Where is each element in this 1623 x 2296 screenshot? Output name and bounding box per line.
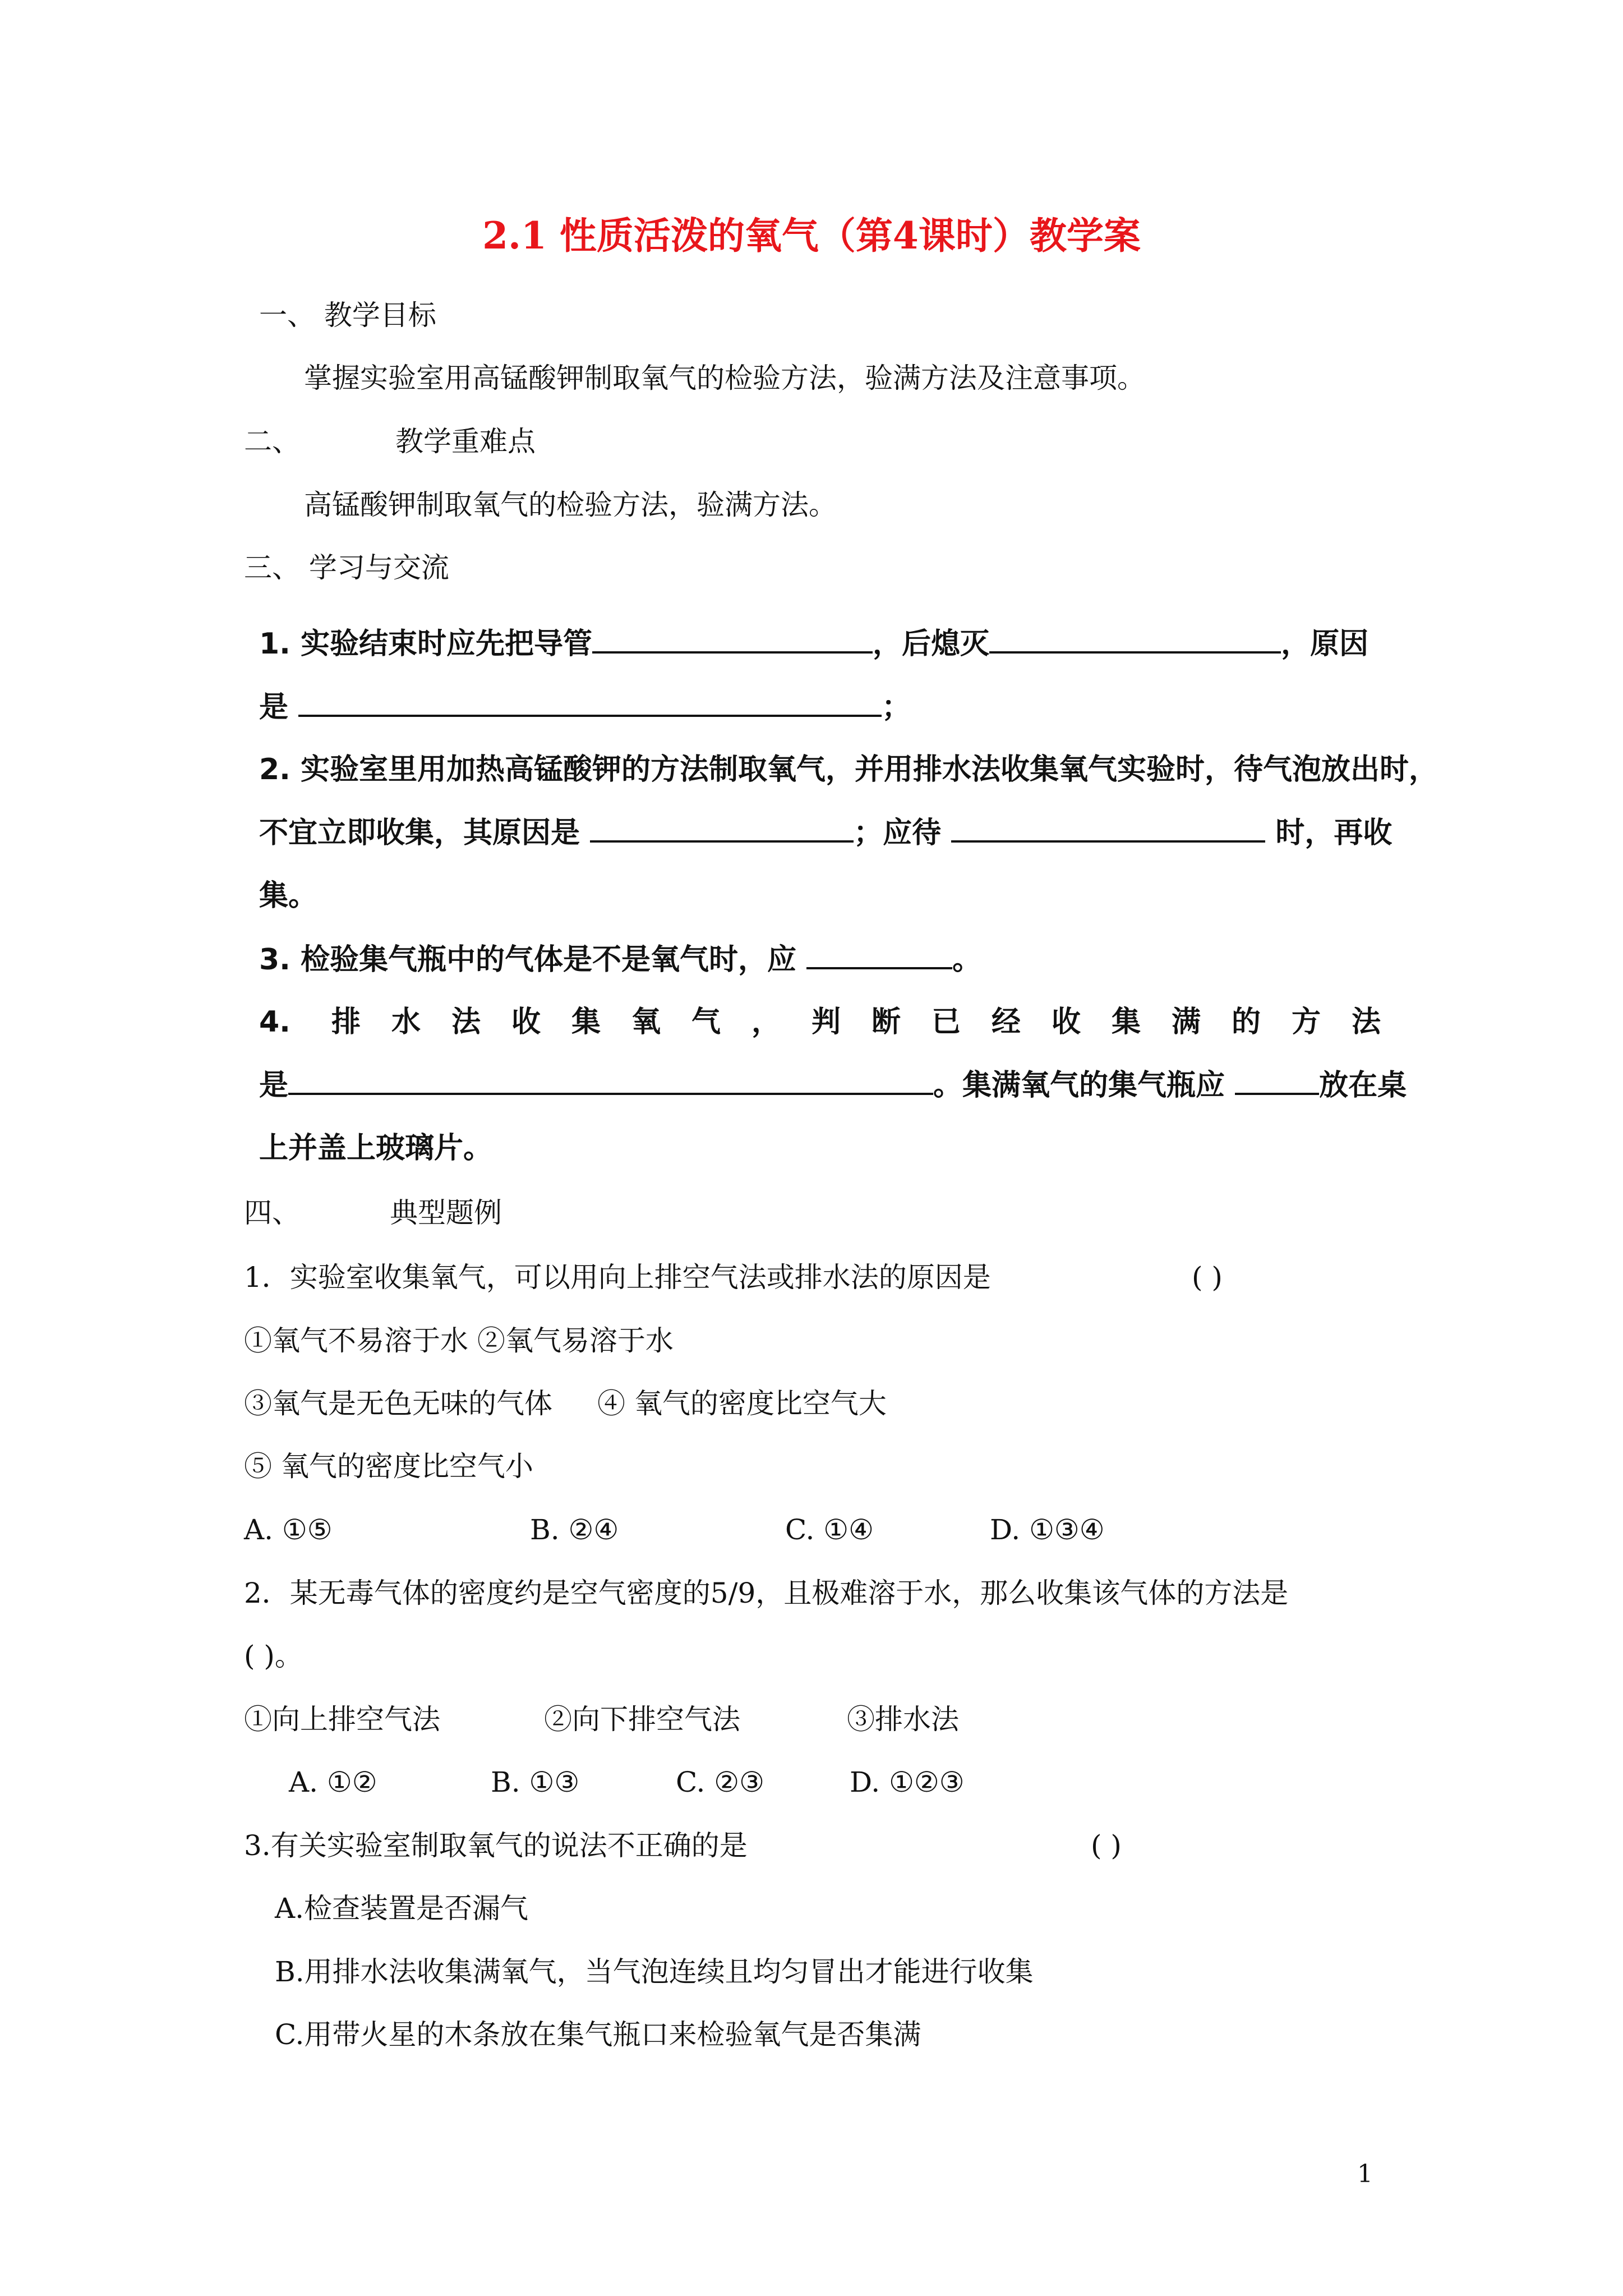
example-2-option-c[interactable]: C. ②③ [676, 1766, 764, 1798]
example-3-option-c[interactable]: C.用带火星的木条放在集气瓶口来检验氧气是否集满 [275, 2018, 921, 2051]
answer-blank[interactable] [951, 815, 1265, 843]
example-2-method: ②向下排空气法 [544, 1703, 740, 1736]
section-heading-1: 一、 教学目标 [259, 299, 436, 332]
exercise-1-line-1: 1. 实验结束时应先把导管 ，后熄灭 ，原因 [259, 625, 1368, 662]
section-heading-4: 四、 典型题例 [244, 1197, 502, 1229]
example-1-statement: ①氧气不易溶于水 ②氧气易溶于水 [244, 1324, 674, 1357]
exercise-2-line-3: 集。 [259, 879, 318, 913]
example-2-method: ①向上排空气法 [244, 1703, 440, 1736]
section-heading-3: 三、 学习与交流 [244, 551, 449, 584]
exercise-2-line-2: 不宜立即收集，其原因是 ；应待 时，再收 [259, 815, 1392, 851]
answer-blank[interactable] [288, 1067, 933, 1095]
example-1-option-b[interactable]: B. ②④ [530, 1513, 619, 1546]
example-2-option-d[interactable]: D. ①②③ [850, 1766, 965, 1798]
page-title: 2.1 性质活泼的氧气（第4课时）教学案 [482, 214, 1141, 257]
example-3-option-a[interactable]: A.检查装置是否漏气 [275, 1892, 529, 1925]
answer-blank[interactable] [806, 941, 952, 969]
example-1-statement: ⑤ 氧气的密度比空气小 [244, 1450, 533, 1483]
answer-blank[interactable] [989, 625, 1281, 654]
example-2-stem: 2．某无毒气体的密度约是空气密度的5/9，且极难溶于水，那么收集该气体的方法是 [244, 1577, 1289, 1609]
section-body-2: 高锰酸钾制取氧气的检验方法，验满方法。 [304, 489, 837, 521]
exercise-4-line-3: 上并盖上玻璃片。 [259, 1131, 493, 1165]
exercise-2-line-1: 2. 实验室里用加热高锰酸钾的方法制取氧气，并用排水法收集氧气实验时，待气泡放出时， [259, 753, 1438, 786]
example-3-stem: 3.有关实验室制取氧气的说法不正确的是 [244, 1829, 748, 1862]
example-1-statement: ③氧气是无色无味的气体 ④ 氧气的密度比空气大 [244, 1387, 887, 1420]
example-1-option-a[interactable]: A. ①⑤ [244, 1513, 333, 1546]
example-2-bracket: ( )。 [244, 1640, 303, 1672]
answer-blank[interactable] [1235, 1067, 1319, 1095]
example-2-option-b[interactable]: B. ①③ [491, 1766, 580, 1798]
example-1-option-d[interactable]: D. ①③④ [990, 1513, 1105, 1546]
answer-blank[interactable] [298, 689, 882, 717]
example-3-option-b[interactable]: B.用排水法收集满氧气，当气泡连续且均匀冒出才能进行收集 [275, 1955, 1034, 1988]
example-2-option-a[interactable]: A. ①② [289, 1766, 377, 1798]
exercise-4-line-2: 是 。集满氧气的集气瓶应 放在桌 [259, 1067, 1407, 1103]
example-1-option-c[interactable]: C. ①④ [785, 1513, 874, 1546]
section-body-1: 掌握实验室用高锰酸钾制取氧气的检验方法，验满方法及注意事项。 [304, 362, 1145, 394]
exercise-4-line-1: 4. 排水法收集氧气，判断已经收集满的方法 [259, 1005, 1381, 1039]
example-1-stem: 1．实验室收集氧气，可以用向上排空气法或排水法的原因是 [244, 1261, 991, 1294]
example-3-bracket: ( ) [1091, 1829, 1122, 1862]
page-number: 1 [1357, 2160, 1373, 2188]
example-2-method: ③排水法 [847, 1703, 959, 1736]
exercise-3: 3. 检验集气瓶中的气体是不是氧气时，应 。 [259, 941, 981, 978]
exercise-1-line-2: 是 ； [259, 689, 911, 725]
answer-blank[interactable] [590, 815, 854, 843]
section-heading-2: 二、 教学重难点 [244, 425, 536, 458]
example-1-bracket: ( ) [1192, 1261, 1223, 1294]
answer-blank[interactable] [592, 625, 873, 654]
